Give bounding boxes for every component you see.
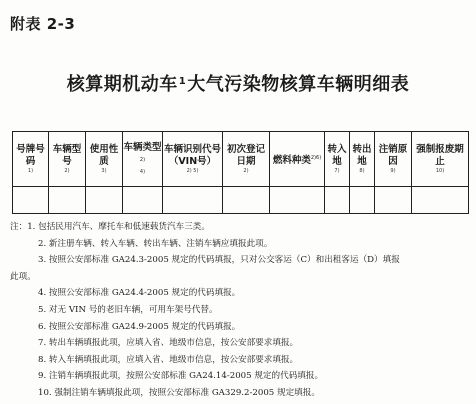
footnotes (10, 219, 466, 402)
table-cell[interactable] (270, 187, 325, 214)
table-cell[interactable] (13, 187, 49, 214)
appendix-label: 附表 2-3 (10, 15, 76, 33)
footnote-8: 8. 转入车辆填报此项，应填入省、地级市信息，按公安部要求填报。 (38, 354, 299, 365)
table-cell[interactable] (163, 187, 223, 214)
header-usage-nature: 使用性质 3) (86, 132, 123, 187)
table-cell[interactable] (350, 187, 375, 214)
header-cancellation-reason: 注销原因 9) (375, 132, 412, 187)
table-cell[interactable] (49, 187, 86, 214)
footnote-2: 2. 新注册车辆、转入车辆、转出车辆、注销车辆应填报此项。 (38, 238, 273, 249)
table-cell[interactable] (86, 187, 123, 214)
header-forced-scrap-deadline: 强制报废期止 10) (412, 132, 469, 187)
table-header-row (13, 132, 469, 187)
footnote-9: 9. 注销车辆填报此项，按照公安部标准 GA24.14-2005 规定的代码填报。 (38, 371, 324, 382)
table-cell[interactable] (375, 187, 412, 214)
header-fuel-type: 燃料种类$^{2)6)}$ (270, 132, 325, 187)
footnote-5: 5. 对无 VIN 号的老旧车辆，可用车架号代替。 (38, 304, 218, 315)
footnote-10: 10. 强制注销车辆填报此项，按照公安部标准 GA329.2-2005 规定填报。 (38, 387, 320, 398)
vehicle-detail-table (12, 131, 469, 214)
table-cell[interactable] (123, 187, 163, 214)
header-plate-number: 号牌号码 1) (13, 132, 49, 187)
table-row (13, 187, 469, 214)
title-rest: 大气污染物核算车辆明细表 (187, 74, 410, 95)
footnote-7: 7. 转出车辆填报此项，应填入省、地级市信息，按公安部要求填报。 (38, 338, 299, 349)
footnote-6: 6. 按照公安部标准 GA24.9-2005 规定的代码填报。 (38, 321, 241, 332)
header-transfer-out: 转出地 8) (350, 132, 375, 187)
footnote-4: 4. 按照公安部标准 GA24.4-2005 规定的代码填报。 (38, 288, 241, 299)
footnote-1: 注：1. 包括民用汽车、摩托车和低速载货汽车三类。 (10, 222, 210, 232)
title-superscript: 1 (178, 76, 187, 87)
header-vehicle-model: 车辆型号 2) (49, 132, 86, 187)
document-title (0, 70, 476, 96)
header-transfer-in: 转入地 7) (325, 132, 350, 187)
table-cell[interactable] (223, 187, 270, 214)
footnote-3-continued: 此项。 (10, 271, 36, 282)
header-vehicle-type: 车辆类型$^{2)}$ 4) (123, 132, 163, 187)
footnote-3: 3. 按照公安部标准 GA24.3-2005 规定的代码填报，只对公交客运（C）和出租客运（D）填报 (38, 255, 400, 266)
title-main: 核算期机动车 (66, 74, 178, 95)
header-vin: 车辆识别代号（VIN号） 2) 5) (163, 132, 223, 187)
table-cell[interactable] (412, 187, 469, 214)
table-cell[interactable] (325, 187, 350, 214)
header-first-registration-date: 初次登记日期 2) (223, 132, 270, 187)
